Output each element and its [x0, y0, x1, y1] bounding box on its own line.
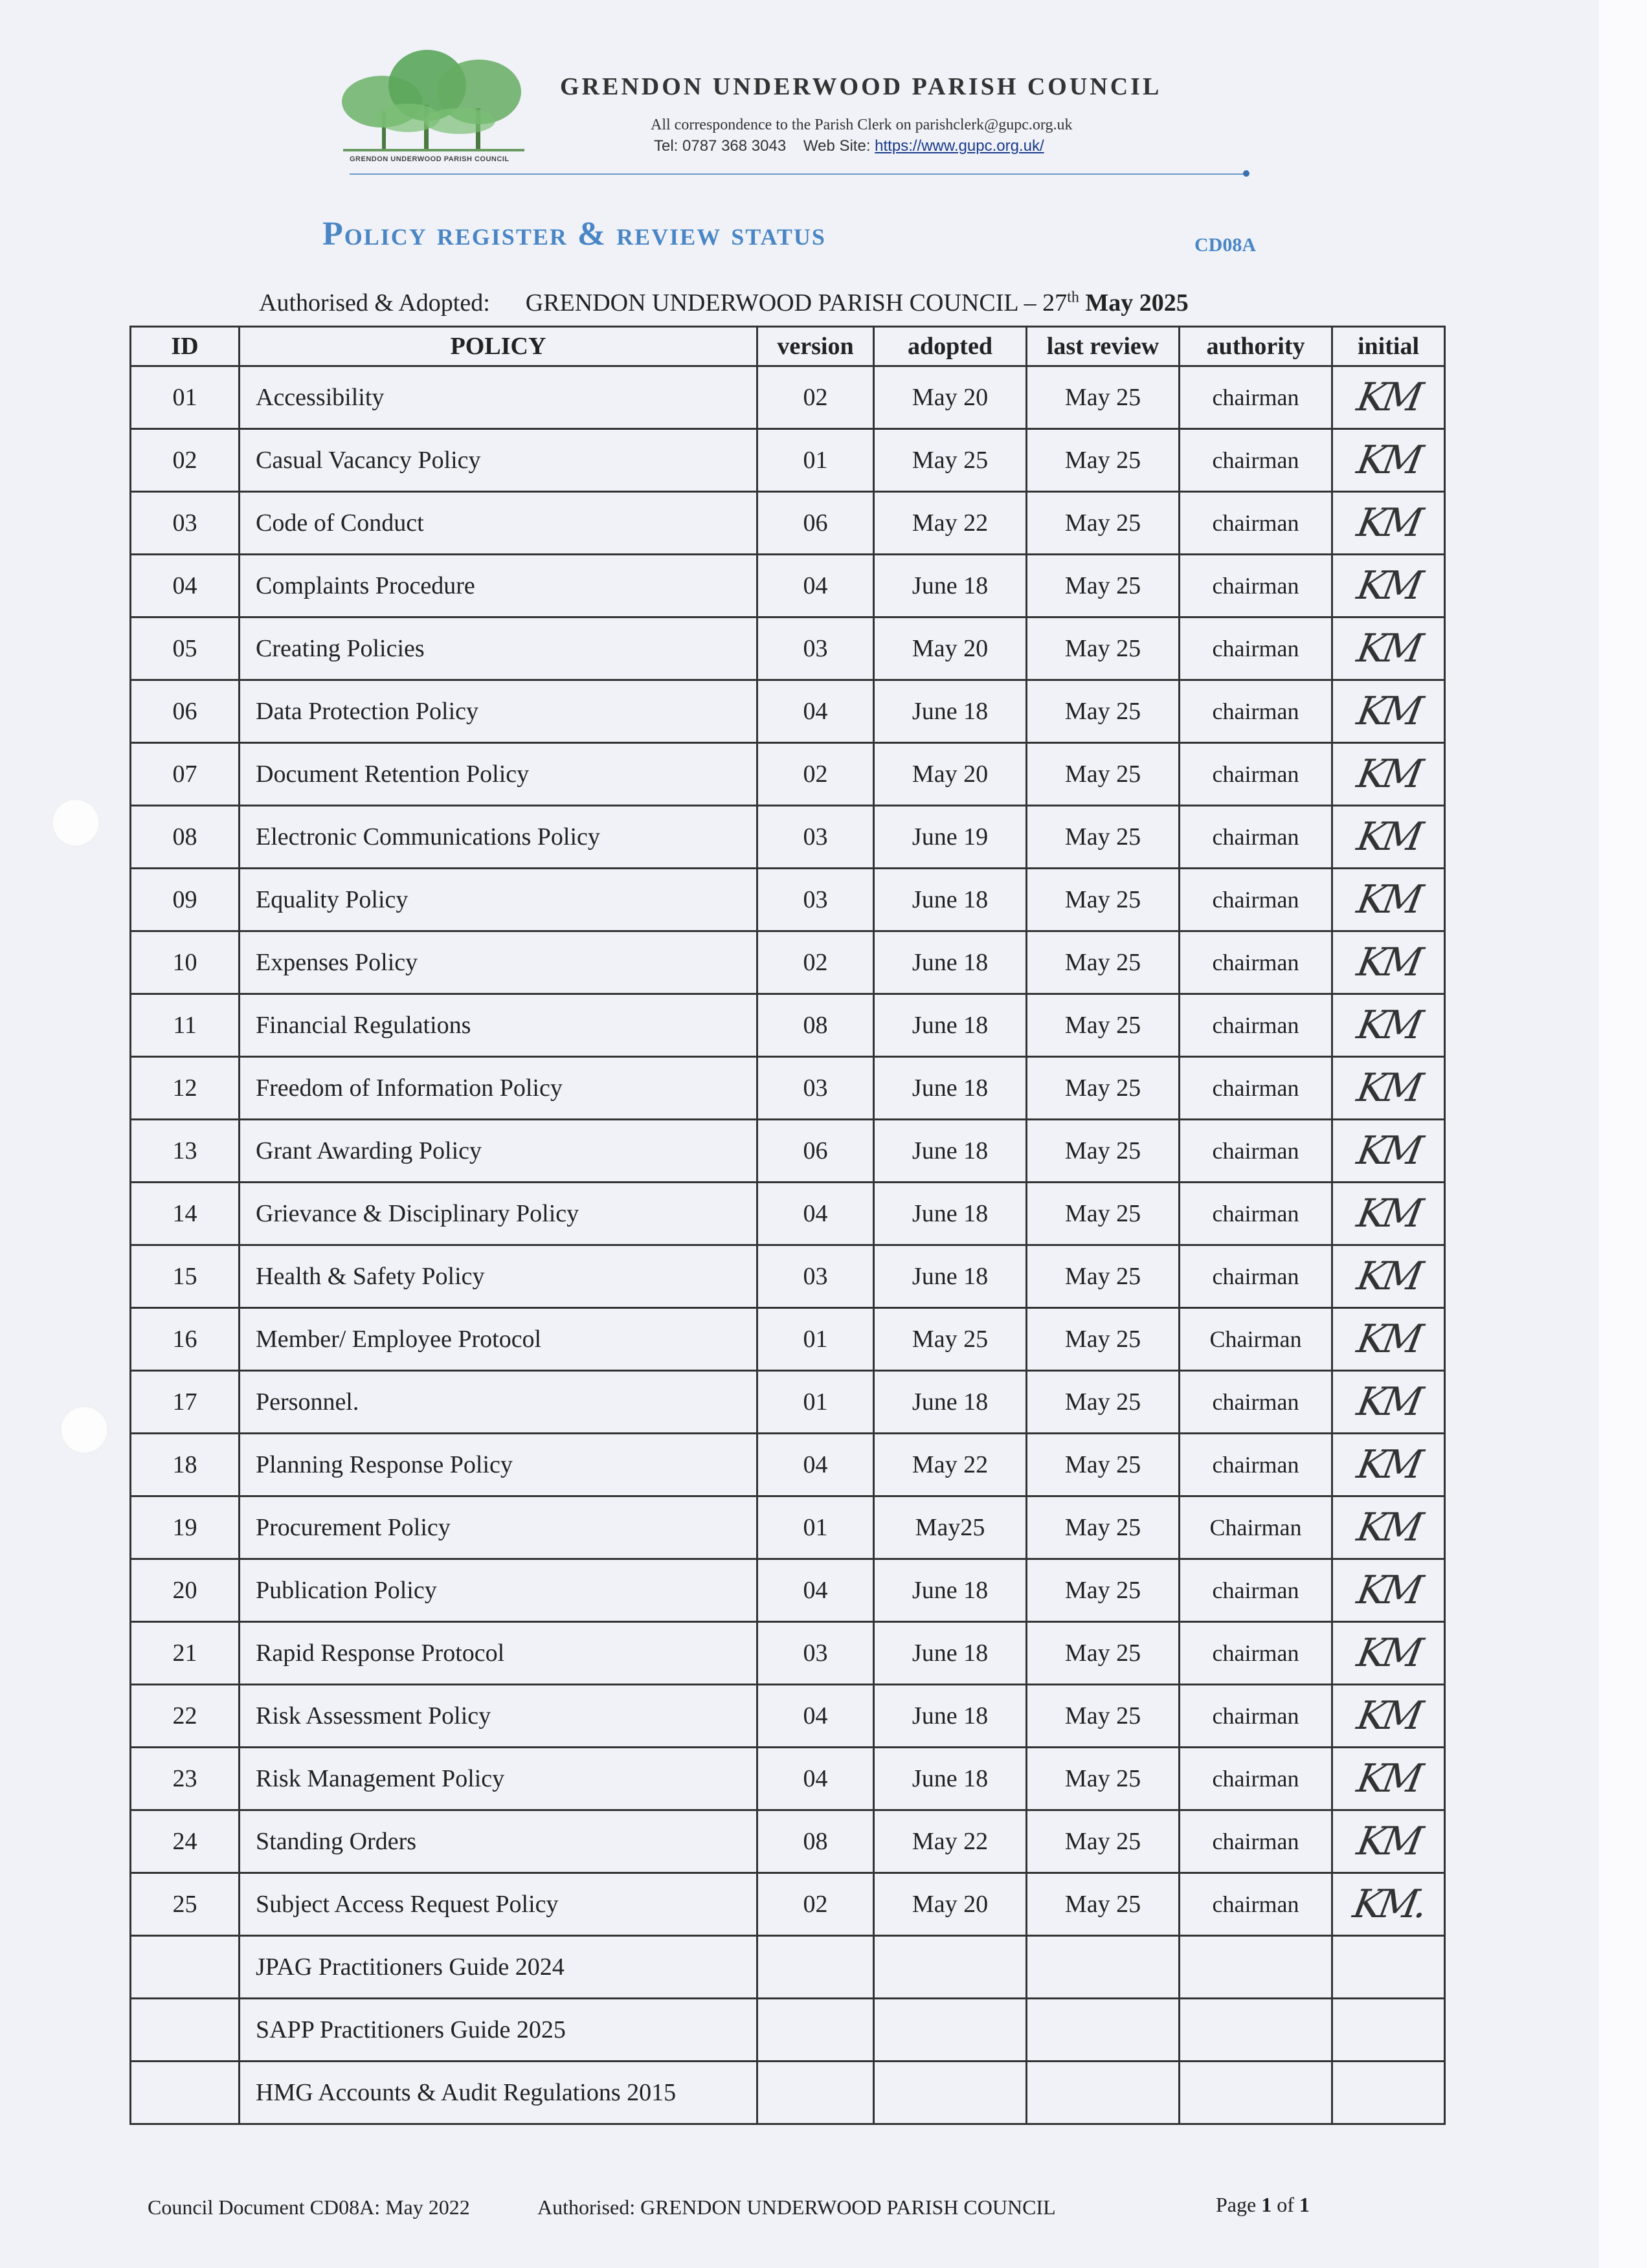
- phone-number: Tel: 0787 368 3043: [654, 137, 787, 155]
- cell-initial: [1332, 680, 1445, 743]
- table-row: [131, 429, 1445, 492]
- cell-last-review: May 25: [1027, 617, 1180, 680]
- cell-authority: chairman: [1180, 743, 1332, 806]
- cell-authority: chairman: [1180, 1810, 1332, 1873]
- cell-policy: Freedom of Information Policy: [240, 1057, 757, 1120]
- cell-authority: chairman: [1180, 1685, 1332, 1748]
- cell-id: 20: [131, 1559, 240, 1622]
- cell-policy: Rapid Response Protocol: [240, 1622, 757, 1685]
- cell-initial: [1332, 743, 1445, 806]
- cell-adopted: May 20: [874, 617, 1027, 680]
- handwritten-initials: KM: [1354, 814, 1423, 860]
- cell-version: 01: [757, 1308, 874, 1371]
- cell-last-review: May 25: [1027, 743, 1180, 806]
- authorisation-line: [259, 289, 1189, 317]
- cell-last-review: May 25: [1027, 1559, 1180, 1622]
- cell-last-review: May 25: [1027, 931, 1180, 994]
- website-link[interactable]: https://www.gupc.org.uk/: [875, 137, 1044, 155]
- cell-last-review: [1027, 1936, 1180, 1999]
- cell-adopted: May 22: [874, 492, 1027, 555]
- cell-id: 08: [131, 806, 240, 869]
- table-body: [131, 366, 1445, 2124]
- cell-policy: Expenses Policy: [240, 931, 757, 994]
- cell-adopted: June 18: [874, 869, 1027, 931]
- auth-body: GRENDON UNDERWOOD PARISH COUNCIL – 27: [525, 289, 1068, 317]
- cell-id: 04: [131, 555, 240, 617]
- table-row: [131, 492, 1445, 555]
- cell-version: [757, 1936, 874, 1999]
- cell-version: 03: [757, 617, 874, 680]
- cell-last-review: May 25: [1027, 806, 1180, 869]
- cell-authority: chairman: [1180, 806, 1332, 869]
- cell-last-review: May 25: [1027, 994, 1180, 1057]
- cell-authority: chairman: [1180, 1559, 1332, 1622]
- table-row: [131, 1936, 1445, 1999]
- cell-adopted: June 18: [874, 994, 1027, 1057]
- cell-authority: [1180, 2062, 1332, 2124]
- handwritten-initials: KM: [1354, 438, 1423, 483]
- cell-authority: chairman: [1180, 1748, 1332, 1810]
- cell-last-review: May 25: [1027, 1496, 1180, 1559]
- cell-adopted: May 20: [874, 743, 1027, 806]
- cell-adopted: June 19: [874, 806, 1027, 869]
- table-row: [131, 1999, 1445, 2062]
- cell-policy: HMG Accounts & Audit Regulations 2015: [240, 2062, 757, 2124]
- cell-adopted: June 18: [874, 1371, 1027, 1434]
- auth-date: May 2025: [1085, 289, 1189, 317]
- punch-hole-bottom: [60, 1406, 108, 1454]
- cell-last-review: May 25: [1027, 1120, 1180, 1183]
- cell-last-review: May 25: [1027, 1245, 1180, 1308]
- cell-id: 10: [131, 931, 240, 994]
- cell-adopted: June 18: [874, 1559, 1027, 1622]
- website-label: Web Site:: [803, 137, 871, 155]
- handwritten-initials: KM: [1354, 375, 1423, 420]
- cell-id: [131, 1999, 240, 2062]
- table-row: [131, 1873, 1445, 1936]
- cell-initial: [1332, 1183, 1445, 1245]
- cell-initial: [1332, 429, 1445, 492]
- cell-policy: Document Retention Policy: [240, 743, 757, 806]
- cell-last-review: [1027, 2062, 1180, 2124]
- handwritten-initials: KM: [1354, 1756, 1423, 1801]
- cell-last-review: May 25: [1027, 492, 1180, 555]
- table-row: [131, 1057, 1445, 1120]
- cell-policy: Member/ Employee Protocol: [240, 1308, 757, 1371]
- cell-last-review: May 25: [1027, 1810, 1180, 1873]
- cell-id: [131, 1936, 240, 1999]
- cell-id: 22: [131, 1685, 240, 1748]
- cell-version: 06: [757, 1120, 874, 1183]
- cell-policy: Complaints Procedure: [240, 555, 757, 617]
- table-row: [131, 806, 1445, 869]
- header-version: version: [757, 327, 874, 366]
- cell-version: [757, 1999, 874, 2062]
- handwritten-initials: KM: [1354, 1254, 1423, 1299]
- cell-initial: [1332, 1936, 1445, 1999]
- cell-authority: Chairman: [1180, 1496, 1332, 1559]
- cell-policy: Publication Policy: [240, 1559, 757, 1622]
- cell-authority: chairman: [1180, 931, 1332, 994]
- cell-version: 04: [757, 1434, 874, 1496]
- cell-last-review: May 25: [1027, 1685, 1180, 1748]
- cell-id: 12: [131, 1057, 240, 1120]
- cell-adopted: May25: [874, 1496, 1027, 1559]
- cell-initial: [1332, 869, 1445, 931]
- policy-register-table: [129, 326, 1446, 2125]
- handwritten-initials: KM: [1354, 1128, 1423, 1173]
- cell-last-review: May 25: [1027, 1622, 1180, 1685]
- cell-policy: Risk Assessment Policy: [240, 1685, 757, 1748]
- cell-id: 14: [131, 1183, 240, 1245]
- cell-last-review: May 25: [1027, 1434, 1180, 1496]
- cell-version: 02: [757, 931, 874, 994]
- table-row: [131, 1685, 1445, 1748]
- table-row: [131, 743, 1445, 806]
- cell-initial: [1332, 1622, 1445, 1685]
- cell-id: 19: [131, 1496, 240, 1559]
- cell-initial: [1332, 1999, 1445, 2062]
- cell-adopted: June 18: [874, 1622, 1027, 1685]
- cell-initial: [1332, 1371, 1445, 1434]
- handwritten-initials: KM: [1354, 1442, 1423, 1487]
- handwritten-initials: KM: [1354, 689, 1423, 734]
- cell-policy: Creating Policies: [240, 617, 757, 680]
- cell-version: 02: [757, 743, 874, 806]
- cell-last-review: May 25: [1027, 680, 1180, 743]
- cell-policy: Procurement Policy: [240, 1496, 757, 1559]
- cell-initial: [1332, 1810, 1445, 1873]
- cell-id: 18: [131, 1434, 240, 1496]
- cell-initial: [1332, 2062, 1445, 2124]
- handwritten-initials: KM: [1354, 751, 1423, 797]
- handwritten-initials: KM: [1354, 1568, 1423, 1613]
- cell-last-review: [1027, 1999, 1180, 2062]
- cell-id: 24: [131, 1810, 240, 1873]
- cell-id: 21: [131, 1622, 240, 1685]
- cell-policy: Electronic Communications Policy: [240, 806, 757, 869]
- cell-id: 01: [131, 366, 240, 429]
- table-row: [131, 994, 1445, 1057]
- cell-adopted: June 18: [874, 680, 1027, 743]
- cell-policy: Data Protection Policy: [240, 680, 757, 743]
- cell-adopted: June 18: [874, 1120, 1027, 1183]
- document-code: CD08A: [1194, 234, 1256, 256]
- cell-authority: chairman: [1180, 1622, 1332, 1685]
- cell-initial: [1332, 1120, 1445, 1183]
- cell-authority: chairman: [1180, 429, 1332, 492]
- cell-initial: [1332, 1057, 1445, 1120]
- cell-authority: chairman: [1180, 1057, 1332, 1120]
- cell-policy: Health & Safety Policy: [240, 1245, 757, 1308]
- cell-adopted: June 18: [874, 1685, 1027, 1748]
- cell-version: [757, 2062, 874, 2124]
- cell-id: 25: [131, 1873, 240, 1936]
- cell-version: 03: [757, 869, 874, 931]
- handwritten-initials: KM: [1354, 1505, 1423, 1550]
- table-row: [131, 1371, 1445, 1434]
- handwritten-initials: KM: [1354, 563, 1423, 608]
- cell-id: 16: [131, 1308, 240, 1371]
- cell-authority: chairman: [1180, 1120, 1332, 1183]
- cell-last-review: May 25: [1027, 1057, 1180, 1120]
- cell-adopted: May 25: [874, 1308, 1027, 1371]
- handwritten-initials: KM: [1354, 1379, 1423, 1425]
- cell-authority: chairman: [1180, 617, 1332, 680]
- cell-version: 06: [757, 492, 874, 555]
- cell-policy: Grant Awarding Policy: [240, 1120, 757, 1183]
- cell-version: 04: [757, 555, 874, 617]
- logo-caption: GRENDON UNDERWOOD PARISH COUNCIL: [350, 155, 510, 163]
- cell-version: 04: [757, 1559, 874, 1622]
- table-row: [131, 1496, 1445, 1559]
- correspondence-line: All correspondence to the Parish Clerk on parishclerk@gupc.org.uk: [651, 117, 1073, 133]
- table-row: [131, 1622, 1445, 1685]
- header-last-review: last review: [1027, 327, 1180, 366]
- cell-id: [131, 2062, 240, 2124]
- cell-version: 04: [757, 1183, 874, 1245]
- cell-initial: [1332, 492, 1445, 555]
- footer-page-number: Page 1 of 1: [1216, 2193, 1310, 2216]
- cell-adopted: [874, 1999, 1027, 2062]
- cell-authority: Chairman: [1180, 1308, 1332, 1371]
- cell-authority: [1180, 1999, 1332, 2062]
- table-row: [131, 1245, 1445, 1308]
- cell-version: 04: [757, 680, 874, 743]
- table-row: [131, 1120, 1445, 1183]
- cell-initial: [1332, 1873, 1445, 1936]
- cell-version: 03: [757, 806, 874, 869]
- header-policy: POLICY: [240, 327, 757, 366]
- footer-authorisation: Authorised: GRENDON UNDERWOOD PARISH COUNCIL: [537, 2196, 1056, 2219]
- council-name: GRENDON UNDERWOOD PARISH COUNCIL: [560, 73, 1162, 100]
- cell-version: 03: [757, 1057, 874, 1120]
- auth-label: Authorised & Adopted:: [259, 289, 490, 317]
- cell-adopted: May 20: [874, 366, 1027, 429]
- cell-initial: [1332, 931, 1445, 994]
- handwritten-initials: KM: [1354, 1630, 1423, 1676]
- cell-policy: SAPP Practitioners Guide 2025: [240, 1999, 757, 2062]
- table-row: [131, 931, 1445, 994]
- cell-policy: Equality Policy: [240, 869, 757, 931]
- cell-adopted: June 18: [874, 1748, 1027, 1810]
- table-row: [131, 1308, 1445, 1371]
- cell-initial: [1332, 1685, 1445, 1748]
- table-header-row: [131, 327, 1445, 366]
- table-row: [131, 1810, 1445, 1873]
- cell-policy: Subject Access Request Policy: [240, 1873, 757, 1936]
- contact-line: [654, 137, 1044, 155]
- cell-authority: chairman: [1180, 1434, 1332, 1496]
- cell-adopted: June 18: [874, 1057, 1027, 1120]
- handwritten-initials: KM: [1354, 1317, 1423, 1362]
- cell-policy: Risk Management Policy: [240, 1748, 757, 1810]
- cell-authority: chairman: [1180, 1873, 1332, 1936]
- cell-initial: [1332, 1496, 1445, 1559]
- cell-adopted: May 22: [874, 1434, 1027, 1496]
- handwritten-initials: KM.: [1349, 1882, 1428, 1927]
- header-id: ID: [131, 327, 240, 366]
- cell-policy: Code of Conduct: [240, 492, 757, 555]
- auth-sup: th: [1067, 289, 1079, 306]
- cell-initial: [1332, 1308, 1445, 1371]
- cell-policy: Accessibility: [240, 366, 757, 429]
- cell-authority: chairman: [1180, 1183, 1332, 1245]
- document-title: Policy register & review status: [322, 216, 826, 252]
- cell-policy: Personnel.: [240, 1371, 757, 1434]
- cell-last-review: May 25: [1027, 1873, 1180, 1936]
- cell-authority: [1180, 1936, 1332, 1999]
- cell-policy: Standing Orders: [240, 1810, 757, 1873]
- cell-adopted: May 22: [874, 1810, 1027, 1873]
- punch-hole-top: [52, 799, 100, 847]
- cell-id: 03: [131, 492, 240, 555]
- cell-adopted: May 20: [874, 1873, 1027, 1936]
- cell-adopted: June 18: [874, 1183, 1027, 1245]
- header-adopted: adopted: [874, 327, 1027, 366]
- table-row: [131, 680, 1445, 743]
- cell-authority: chairman: [1180, 869, 1332, 931]
- cell-adopted: June 18: [874, 555, 1027, 617]
- cell-policy: Grievance & Disciplinary Policy: [240, 1183, 757, 1245]
- table-row: [131, 2062, 1445, 2124]
- cell-version: 04: [757, 1685, 874, 1748]
- cell-version: 03: [757, 1245, 874, 1308]
- cell-id: 05: [131, 617, 240, 680]
- header-divider: [350, 173, 1246, 175]
- cell-authority: chairman: [1180, 555, 1332, 617]
- cell-adopted: [874, 2062, 1027, 2124]
- handwritten-initials: KM: [1354, 1065, 1423, 1111]
- handwritten-initials: KM: [1354, 940, 1423, 985]
- cell-version: 01: [757, 429, 874, 492]
- table-row: [131, 1434, 1445, 1496]
- cell-initial: [1332, 1434, 1445, 1496]
- handwritten-initials: KM: [1354, 626, 1423, 671]
- cell-id: 06: [131, 680, 240, 743]
- cell-initial: [1332, 366, 1445, 429]
- trees-logo-icon: [337, 40, 531, 170]
- cell-version: 02: [757, 366, 874, 429]
- cell-adopted: June 18: [874, 1245, 1027, 1308]
- cell-initial: [1332, 1245, 1445, 1308]
- cell-authority: chairman: [1180, 366, 1332, 429]
- cell-authority: chairman: [1180, 492, 1332, 555]
- table-row: [131, 1748, 1445, 1810]
- cell-version: 02: [757, 1873, 874, 1936]
- cell-last-review: May 25: [1027, 429, 1180, 492]
- cell-initial: [1332, 1748, 1445, 1810]
- cell-last-review: May 25: [1027, 555, 1180, 617]
- cell-version: 01: [757, 1496, 874, 1559]
- handwritten-initials: KM: [1354, 877, 1423, 922]
- table-row: [131, 869, 1445, 931]
- table-row: [131, 1559, 1445, 1622]
- cell-version: 04: [757, 1748, 874, 1810]
- cell-initial: [1332, 806, 1445, 869]
- header-initial: initial: [1332, 327, 1445, 366]
- footer-document-ref: Council Document CD08A: May 2022: [148, 2196, 470, 2219]
- cell-id: 13: [131, 1120, 240, 1183]
- cell-version: 08: [757, 1810, 874, 1873]
- cell-id: 11: [131, 994, 240, 1057]
- cell-last-review: May 25: [1027, 1308, 1180, 1371]
- table-row: [131, 617, 1445, 680]
- cell-version: 01: [757, 1371, 874, 1434]
- cell-policy: Financial Regulations: [240, 994, 757, 1057]
- cell-id: 23: [131, 1748, 240, 1810]
- cell-policy: Casual Vacancy Policy: [240, 429, 757, 492]
- cell-policy: JPAG Practitioners Guide 2024: [240, 1936, 757, 1999]
- cell-authority: chairman: [1180, 680, 1332, 743]
- cell-version: 03: [757, 1622, 874, 1685]
- cell-id: 02: [131, 429, 240, 492]
- handwritten-initials: KM: [1354, 1003, 1423, 1048]
- cell-authority: chairman: [1180, 1245, 1332, 1308]
- cell-last-review: May 25: [1027, 1748, 1180, 1810]
- cell-last-review: May 25: [1027, 1371, 1180, 1434]
- cell-adopted: [874, 1936, 1027, 1999]
- cell-id: 17: [131, 1371, 240, 1434]
- cell-authority: chairman: [1180, 1371, 1332, 1434]
- cell-id: 07: [131, 743, 240, 806]
- cell-version: 08: [757, 994, 874, 1057]
- cell-adopted: June 18: [874, 931, 1027, 994]
- table-row: [131, 366, 1445, 429]
- cell-last-review: May 25: [1027, 869, 1180, 931]
- handwritten-initials: KM: [1354, 1191, 1423, 1236]
- table-row: [131, 1183, 1445, 1245]
- cell-initial: [1332, 1559, 1445, 1622]
- handwritten-initials: KM: [1354, 1819, 1423, 1864]
- cell-initial: [1332, 994, 1445, 1057]
- handwritten-initials: KM: [1354, 500, 1423, 546]
- cell-last-review: May 25: [1027, 366, 1180, 429]
- cell-policy: Planning Response Policy: [240, 1434, 757, 1496]
- table-row: [131, 555, 1445, 617]
- header-authority: authority: [1180, 327, 1332, 366]
- cell-initial: [1332, 555, 1445, 617]
- cell-authority: chairman: [1180, 994, 1332, 1057]
- divider-dot: [1243, 170, 1249, 177]
- cell-id: 09: [131, 869, 240, 931]
- cell-initial: [1332, 617, 1445, 680]
- cell-id: 15: [131, 1245, 240, 1308]
- handwritten-initials: KM: [1354, 1693, 1423, 1739]
- cell-adopted: May 25: [874, 429, 1027, 492]
- cell-last-review: May 25: [1027, 1183, 1180, 1245]
- paper-edge: [1599, 0, 1647, 2268]
